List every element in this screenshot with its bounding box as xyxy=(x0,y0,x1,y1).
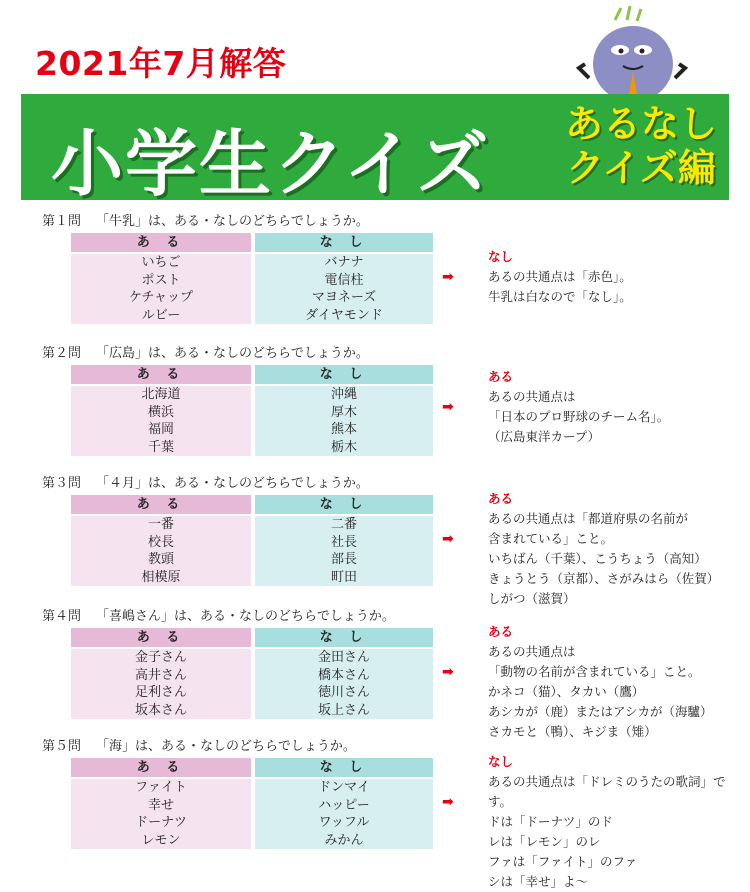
nashi-item: マヨネーズ xyxy=(311,290,377,305)
answer-line: 「動物の名前が含まれている」こと。 xyxy=(488,664,701,679)
aru-item: 福岡 xyxy=(147,422,174,437)
question-block-5 xyxy=(42,738,732,889)
answer-line: しがつ（滋賀） xyxy=(488,591,576,606)
arrow-right-icon: ➡ xyxy=(442,269,454,285)
arrow-right-icon: ➡ xyxy=(442,794,454,810)
nashi-item: 町田 xyxy=(330,569,357,585)
aru-item: 校長 xyxy=(147,534,174,550)
arrow-right-icon: ➡ xyxy=(442,531,454,547)
nashi-item: 熊本 xyxy=(330,422,357,437)
answer-line: レは「レモン」のレ xyxy=(488,834,601,849)
header-nashi: な し xyxy=(255,365,433,384)
nashi-item: ドンマイ xyxy=(318,780,370,795)
answer-line: あるの共通点は xyxy=(488,644,576,659)
aru-item: 横浜 xyxy=(147,404,174,420)
header-aru: あ る xyxy=(71,628,251,647)
aru-item: 金子さん xyxy=(134,650,187,665)
aru-item: レモン xyxy=(141,832,181,848)
aru-item: ファイト xyxy=(135,780,187,795)
question-text: 「牛乳」は、ある・なしのどちらでしょうか。 xyxy=(96,214,369,229)
answer-box xyxy=(488,367,748,447)
answer-result: なし xyxy=(488,754,514,769)
answer-box xyxy=(488,247,748,307)
question-block-3 xyxy=(42,475,732,606)
nashi-item: みかん xyxy=(324,832,364,848)
question-block-1 xyxy=(42,213,732,323)
answer-line: 「日本のプロ野球のチーム名」。 xyxy=(488,409,670,424)
question-number: 第２問 xyxy=(42,346,82,361)
date-title: 2021年7月解答 xyxy=(35,44,287,83)
aru-item: ドーナツ xyxy=(135,815,187,830)
header-nashi: な し xyxy=(255,233,433,252)
arrow-right-icon: ➡ xyxy=(442,664,454,680)
answer-line: ドは「ドーナツ」のド xyxy=(488,814,613,829)
answer-result: なし xyxy=(488,249,514,264)
header-nashi: な し xyxy=(255,758,433,777)
nashi-item: 電信柱 xyxy=(324,272,364,288)
header-aru: あ る xyxy=(71,495,251,514)
aru-item: ポスト xyxy=(141,272,181,288)
answer-line: あシカが（鹿）またはアシカが（海驢） xyxy=(488,704,713,719)
nashi-item: 社長 xyxy=(330,534,357,550)
nashi-item: 部長 xyxy=(330,552,357,567)
answer-result: ある xyxy=(488,624,514,639)
aru-nashi-table xyxy=(71,758,433,849)
answer-line: きょうとう（京都）、さがみはら（佐賀） xyxy=(488,571,720,586)
header-nashi: な し xyxy=(255,628,433,647)
answer-line: シは「幸せ」よ〜 xyxy=(488,874,589,889)
nashi-item: 橋本さん xyxy=(317,667,370,683)
banner-subtitle-line-1: あるなし xyxy=(564,102,717,146)
answer-box xyxy=(488,622,748,742)
question-number: 第４問 xyxy=(42,609,82,624)
nashi-item: 二番 xyxy=(330,517,357,532)
answer-line: あるの共通点は「ドレミのうたの歌詞」です。 xyxy=(488,774,726,809)
aru-item: 千葉 xyxy=(147,439,174,455)
nashi-item: 金田さん xyxy=(317,650,370,665)
title-banner xyxy=(21,94,729,206)
aru-item: ルビー xyxy=(141,307,181,323)
question-number: 第５問 xyxy=(42,739,82,754)
aru-item: 幸せ xyxy=(147,797,174,813)
answer-line: あるの共通点は xyxy=(488,389,576,404)
nashi-item: バナナ xyxy=(324,255,364,270)
answer-line: さカモと（鴨）、キジま（雉） xyxy=(488,724,657,739)
answer-box xyxy=(488,489,748,609)
banner-subtitle xyxy=(565,102,717,190)
nashi-item: 徳川さん xyxy=(317,685,370,700)
question-text: 「広島」は、ある・なしのどちらでしょうか。 xyxy=(96,346,369,361)
answer-line: （広島東洋カープ） xyxy=(488,429,601,444)
banner-subtitle-line-2: クイズ編 xyxy=(566,146,716,190)
question-block-4 xyxy=(42,608,732,739)
nashi-item: ダイヤモンド xyxy=(305,307,383,323)
question-text: 「海」は、ある・なしのどちらでしょうか。 xyxy=(96,739,356,754)
aru-item: 一番 xyxy=(147,517,174,532)
answer-box xyxy=(488,752,748,892)
aru-item: いちご xyxy=(141,255,181,270)
mascot-character-icon xyxy=(575,6,695,96)
aru-nashi-table xyxy=(71,233,433,324)
answer-line: かネコ（猫）、タカい（鷹） xyxy=(488,684,645,699)
aru-item: 足利さん xyxy=(134,685,187,700)
header-aru: あ る xyxy=(71,233,251,252)
answer-result: ある xyxy=(488,491,514,506)
aru-item: ケチャップ xyxy=(128,290,194,305)
question-number: 第１問 xyxy=(42,214,82,229)
header-nashi: な し xyxy=(255,495,433,514)
answer-line: 含まれている」こと。 xyxy=(488,531,614,546)
question-block-2 xyxy=(42,345,732,455)
aru-item: 北海道 xyxy=(141,387,181,402)
answer-line: ファは「ファイト」のファ xyxy=(488,854,638,869)
nashi-item: 坂上さん xyxy=(317,702,370,718)
answer-line: いちばん（千葉）、こうちょう（高知） xyxy=(488,551,707,566)
answer-result: ある xyxy=(488,369,514,384)
aru-nashi-table xyxy=(71,628,433,719)
arrow-right-icon: ➡ xyxy=(442,399,454,415)
nashi-item: 沖縄 xyxy=(330,387,357,402)
question-text: 「喜嶋さん」は、ある・なしのどちらでしょうか。 xyxy=(96,609,395,624)
aru-item: 坂本さん xyxy=(134,702,187,718)
answer-line: あるの共通点は「都道府県の名前が xyxy=(488,511,689,526)
header-aru: あ る xyxy=(71,365,251,384)
aru-item: 高井さん xyxy=(134,667,187,683)
nashi-item: ハッピー xyxy=(318,797,370,813)
header-aru: あ る xyxy=(71,758,251,777)
banner-title: 小学生クイズ xyxy=(51,122,491,206)
answer-line: あるの共通点は「赤色」。 xyxy=(488,269,632,284)
question-text: 「４月」は、ある・なしのどちらでしょうか。 xyxy=(96,476,369,491)
nashi-item: ワッフル xyxy=(318,815,370,830)
nashi-item: 栃木 xyxy=(330,439,357,455)
aru-nashi-table xyxy=(71,365,433,456)
aru-item: 教頭 xyxy=(147,552,174,567)
answer-line: 牛乳は白なので「なし」。 xyxy=(488,289,632,304)
nashi-item: 厚木 xyxy=(330,404,357,420)
aru-nashi-table xyxy=(71,495,433,586)
question-number: 第３問 xyxy=(42,476,82,491)
aru-item: 相模原 xyxy=(141,569,181,585)
